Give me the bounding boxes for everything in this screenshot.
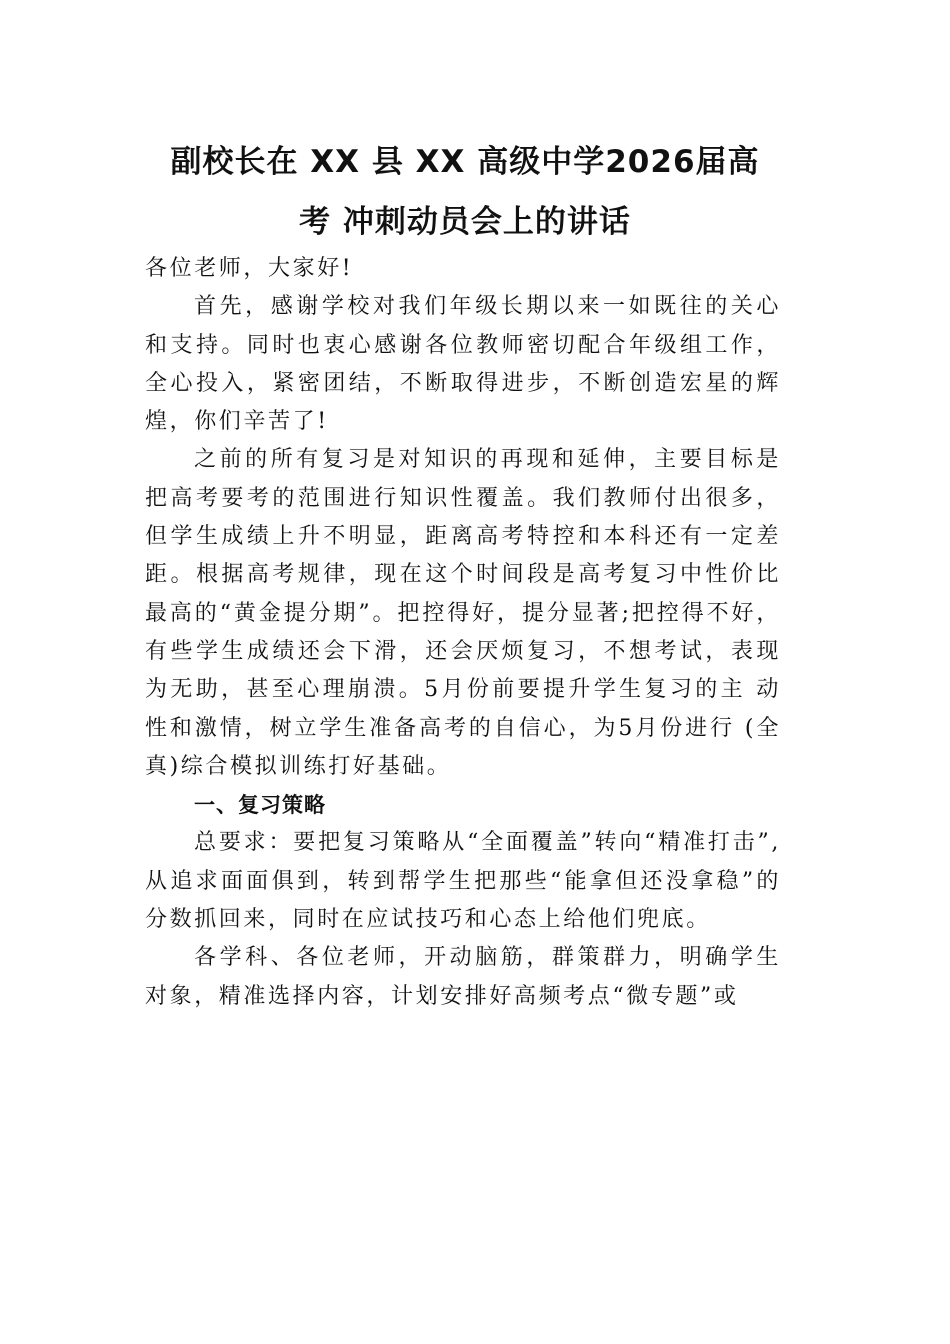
greeting: 各位老师，大家好! [145,256,354,281]
title-line-2: 考 冲刺动员会上的讲话 [299,204,631,240]
paragraph-thanks: 首先，感谢学校对我们年级长期以来一如既往的关心和支持。同时也衷心感谢各位教师密切配合年级组工作，全心投入，紧密团结，不断取得进步，不断创造宏星的辉煌，你们辛苦了! [145,294,781,435]
document-body [145,250,781,1016]
title-line-1: 副校长在 XX 县 XX 高级中学2026届高 [170,144,760,180]
paragraph-general-requirement: 总要求：要把复习策略从“全面覆盖”转向“精准打击”,从追求面面俱到，转到帮学生把那些“能拿但还没拿稳”的分数抓回来，同时在应试技巧和心态上给他们兜底。 [145,830,781,933]
paragraph-review-background: 之前的所有复习是对知识的再现和延伸，主要目标是把高考要考的范围进行知识性覆盖。我们教师付出很多，但学生成绩上升不明显，距离高考特控和本科还有一定差距。根据高考规律，现在这个时间段是高考复习中性价比最高的“黄金提分期”。把控得好，提分显著;把控得不好，有些学生成绩还会下滑，还会厌烦复习，不想考试，表现为无助，甚至心理崩溃。5月份前要提升学生复习的主 动性和激情，树立学生准备高考的自信心，为5月份进行 (全真)综合模拟训练打好基础。 [145,447,781,779]
paragraph-subjects: 各学科、各位老师，开动脑筋，群策群力，明确学生对象，精准选择内容，计划安排好高频考点“微专题”或 [145,945,781,1009]
document-title [145,132,785,252]
section-heading-review-strategy: 一、复习策略 [194,793,326,818]
